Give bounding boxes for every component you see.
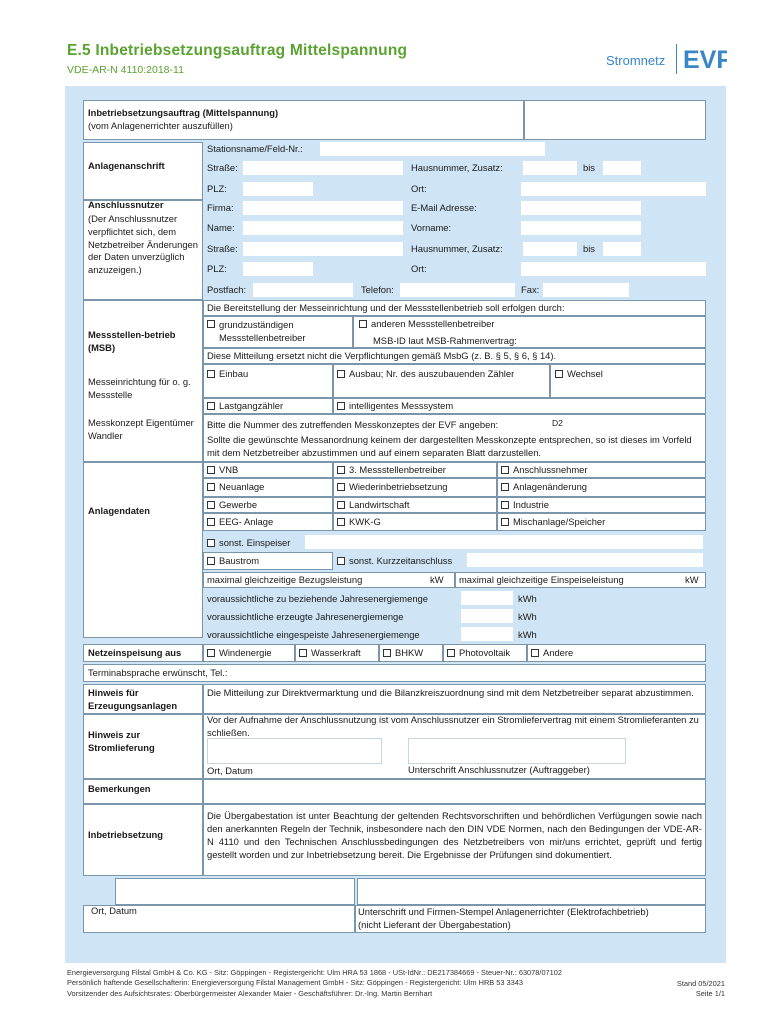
messkonzept-label: Messkonzept Eigentümer Wandler bbox=[88, 417, 194, 441]
messkonzept-field[interactable] bbox=[547, 417, 695, 431]
baustrom-label: Baustrom bbox=[219, 555, 260, 566]
bhkw-option[interactable] bbox=[383, 648, 423, 659]
email-field[interactable] bbox=[521, 201, 641, 215]
vnb-option[interactable] bbox=[207, 465, 238, 476]
hausnr-label: Hausnummer, Zusatz: bbox=[411, 162, 503, 173]
plz-label: PLZ: bbox=[207, 183, 227, 194]
checkbox-kurzzeit[interactable] bbox=[337, 557, 345, 565]
neu-label: Neuanlage bbox=[219, 481, 265, 492]
pv-label: Photovoltaik bbox=[459, 647, 511, 658]
nutzer-hausnr-field[interactable] bbox=[523, 242, 577, 256]
form-head-subtitle: (vom Anlagenerrichter auszufüllen) bbox=[88, 120, 233, 131]
lastgang-option[interactable] bbox=[207, 401, 283, 412]
postfach-field[interactable] bbox=[253, 283, 353, 297]
form-panel bbox=[65, 86, 726, 963]
bhkw-label: BHKW bbox=[395, 647, 424, 658]
vorname-label: Vorname: bbox=[411, 222, 452, 233]
footer-stand: Stand 05/2021 bbox=[676, 979, 725, 988]
brand-text: Stromnetz bbox=[606, 53, 666, 68]
brand-divider bbox=[676, 44, 677, 74]
ausbau-option[interactable] bbox=[337, 369, 514, 380]
neu-option[interactable] bbox=[207, 482, 264, 493]
msb-intro: Die Bereitstellung der Messeinrichtung und der Messstellenbetrieb soll erfolgen durch: bbox=[207, 302, 565, 313]
name-label: Name: bbox=[207, 222, 235, 233]
einspeise-unit: kW bbox=[685, 574, 699, 585]
jahr2-field[interactable] bbox=[461, 609, 513, 623]
checkbox-wind[interactable] bbox=[207, 649, 215, 657]
evf-logo bbox=[683, 46, 727, 74]
aenderung-option[interactable] bbox=[501, 482, 587, 493]
checkbox-mischanlage[interactable] bbox=[501, 518, 509, 526]
nutzer-strasse-field[interactable] bbox=[243, 242, 403, 256]
station-label: Stationsname/Feld-Nr.: bbox=[207, 143, 303, 154]
vorname-field[interactable] bbox=[521, 221, 641, 235]
checkbox-einbau[interactable] bbox=[207, 370, 215, 378]
checkbox-vnb[interactable] bbox=[207, 466, 215, 474]
ausbau-label: Ausbau; Nr. des auszubauenden Zähler bbox=[349, 368, 515, 379]
msbid-field[interactable] bbox=[525, 334, 690, 346]
hinweis2-text: Vor der Aufnahme der Anschlussnutzung ist vom Anschlussnutzer ein Stromliefervertrag mit einem Stromlieferanten zu schließen. bbox=[207, 714, 699, 738]
messeinrichtung-label: Messeinrichtung für o. g. Messstelle bbox=[88, 376, 191, 400]
anlagendaten-label-box bbox=[83, 462, 203, 638]
netz-label: Netzeinspeisung aus bbox=[88, 647, 182, 658]
bis-label: bis bbox=[583, 162, 595, 173]
nutzer-strasse-label: Straße: bbox=[207, 243, 238, 254]
checkbox-gewerbe[interactable] bbox=[207, 501, 215, 509]
fax-field[interactable] bbox=[543, 283, 629, 297]
checkbox-kwk[interactable] bbox=[337, 518, 345, 526]
jahr2-label: voraussichtliche erzeugte Jahresenergiemenge bbox=[207, 611, 404, 622]
misch-label: Mischanlage/Speicher bbox=[513, 516, 606, 527]
kurzzeit-option[interactable] bbox=[337, 556, 452, 567]
kurzzeit-label: sonst. Kurzzeitanschluss bbox=[349, 555, 453, 566]
footer-legal bbox=[67, 968, 562, 999]
msb-label: Messstellen-betrieb (MSB) bbox=[88, 329, 176, 353]
form-head-extra-box bbox=[524, 100, 706, 140]
wasser-option[interactable] bbox=[299, 648, 361, 659]
hinweis2-label: Hinweis zur Stromlieferung bbox=[88, 729, 155, 753]
jahr1-unit: kWh bbox=[518, 593, 537, 604]
evf-logo-text: EVF bbox=[683, 46, 727, 72]
inbetrieb-label: Inbetriebsetzung bbox=[88, 829, 164, 840]
msb-note: Diese Mitteilung ersetzt nicht die Verpflichtungen gemäß MsbG (z. B. § 5, § 6, § 14). bbox=[207, 350, 557, 361]
misch-option[interactable] bbox=[501, 517, 605, 528]
inbetrieb-ort-label: Ort, Datum bbox=[91, 905, 137, 916]
telefon-label: Telefon: bbox=[361, 284, 394, 295]
wechsel-label: Wechsel bbox=[567, 368, 603, 379]
checkbox-neuanlage[interactable] bbox=[207, 483, 215, 491]
bezug-label: maximal gleichzeitige Bezugsleistung bbox=[207, 574, 363, 585]
page-subtitle: VDE-AR-N 4110:2018-11 bbox=[67, 64, 184, 76]
landw-label: Landwirtschaft bbox=[349, 499, 410, 510]
checkbox-einspeiser[interactable] bbox=[207, 539, 215, 547]
baustrom-option[interactable] bbox=[207, 556, 259, 567]
checkbox-wechsel[interactable] bbox=[555, 370, 563, 378]
pv-option[interactable] bbox=[447, 648, 510, 659]
hinweis1-text: Die Mitteilung zur Direktvermarktung und die Bilanzkreiszuordnung sind mit dem Netzbetreiber separat abzustimmen. bbox=[207, 687, 694, 698]
nutzer-plz-field[interactable] bbox=[243, 262, 313, 276]
hausnr-field[interactable] bbox=[523, 161, 577, 175]
anschlussnehmer-label: Anschlussnehmer bbox=[513, 464, 588, 475]
hinweis2-sign-field[interactable] bbox=[408, 738, 626, 764]
checkbox-lastgang[interactable] bbox=[207, 402, 215, 410]
checkbox-wiederinbetriebsetzung[interactable] bbox=[337, 483, 345, 491]
wieder-label: Wiederinbetriebsetzung bbox=[349, 481, 448, 492]
eeg-option[interactable] bbox=[207, 517, 273, 528]
nutzer-ort-field[interactable] bbox=[521, 262, 706, 276]
aenderung-label: Anlagenänderung bbox=[513, 481, 588, 492]
anlagendaten-label: Anlagendaten bbox=[88, 505, 150, 516]
bemerkungen-field[interactable] bbox=[203, 779, 706, 804]
vnb-label: VNB bbox=[219, 464, 239, 475]
andere-label: Andere bbox=[543, 647, 574, 658]
intelligent-label: intelligentes Messsystem bbox=[349, 400, 454, 411]
checkbox-intelligent[interactable] bbox=[337, 402, 345, 410]
checkbox-anderer-msb[interactable] bbox=[359, 320, 367, 328]
anschlussnehmer-option[interactable] bbox=[501, 465, 588, 476]
anschlussnutzer-note: (Der Anschlussnutzer verpflichtet sich, dem Netzbetreiber Änderungen der Daten unverzüglich anzuzeigen.) bbox=[88, 213, 198, 276]
inbetrieb-sign-label: Unterschrift und Firmen-Stempel Anlagenerrichter (Elektrofachbetrieb) (nicht Lieferant der Übergabestation) bbox=[358, 906, 649, 930]
jahr1-label: voraussichtliche zu beziehende Jahresenergiemenge bbox=[207, 593, 428, 604]
postfach-label: Postfach: bbox=[207, 284, 247, 295]
wind-label: Windenergie bbox=[219, 647, 272, 658]
checkbox-andere[interactable] bbox=[531, 649, 539, 657]
kwk-label: KWK-G bbox=[349, 516, 381, 527]
fax-label: Fax: bbox=[521, 284, 540, 295]
msb-opt2[interactable] bbox=[359, 319, 495, 330]
intelligent-option[interactable] bbox=[337, 401, 453, 412]
email-label: E-Mail Adresse: bbox=[411, 202, 477, 213]
kurzzeit-field[interactable] bbox=[467, 553, 703, 567]
nutzer-plz-label: PLZ: bbox=[207, 263, 227, 274]
dritter-option[interactable] bbox=[337, 465, 446, 476]
hinweis2-ort-field[interactable] bbox=[207, 738, 382, 764]
industrie-label: Industrie bbox=[513, 499, 549, 510]
station-field[interactable] bbox=[320, 142, 545, 156]
jahr3-unit: kWh bbox=[518, 629, 537, 640]
dritter-label: 3. Messstellenbetreiber bbox=[349, 464, 446, 475]
lastgang-label: Lastgangzähler bbox=[219, 400, 284, 411]
form-head-title: Inbetriebsetzungsauftrag (Mittelspannung) bbox=[88, 107, 279, 118]
anschlussnutzer-label: Anschlussnutzer bbox=[88, 199, 164, 210]
einspeiser-field[interactable] bbox=[305, 535, 703, 549]
checkbox-landwirtschaft[interactable] bbox=[337, 501, 345, 509]
einspeise-label: maximal gleichzeitige Einspeiseleistung bbox=[459, 574, 624, 585]
checkbox-dritter-msb[interactable] bbox=[337, 466, 345, 474]
strasse-field[interactable] bbox=[243, 161, 403, 175]
einspeiser-label: sonst. Einspeiser bbox=[219, 537, 291, 548]
footer-line1: Energieversorgung Filstal GmbH & Co. KG - Sitz: Göppingen - Registergericht: Ulm HRA 53 1868 - USt-IdNr.: DE217384669 - Steuer-Nr.: 63078/07102 bbox=[67, 968, 562, 977]
jahr3-field[interactable] bbox=[461, 627, 513, 641]
checkbox-grundzustaendig[interactable] bbox=[207, 320, 215, 328]
footer-line2: Persönlich haftende Gesellschafterin: Energieversorgung Filstal Management GmbH - Sitz: Göppingen - Registergericht: Ulm HRB 53 3343 bbox=[67, 978, 523, 988]
checkbox-photovoltaik[interactable] bbox=[447, 649, 455, 657]
ort-label: Ort: bbox=[411, 183, 427, 194]
checkbox-bhkw[interactable] bbox=[383, 649, 391, 657]
einspeiser-option[interactable] bbox=[207, 538, 290, 549]
footer-line3: Vorsitzender des Aufsichtsrates: Oberbürgermeister Alexander Maier - Geschäftsführer: Dr.-Ing. Martin Bernhart bbox=[67, 988, 433, 998]
nutzer-hausnr-label: Hausnummer, Zusatz: bbox=[411, 243, 503, 254]
wieder-option[interactable] bbox=[337, 482, 448, 493]
jahr3-label: voraussichtliche eingespeiste Jahresenergiemenge bbox=[207, 629, 420, 640]
checkbox-eeg[interactable] bbox=[207, 518, 215, 526]
hinweis2-ort-label: Ort, Datum bbox=[207, 765, 253, 776]
wind-option[interactable] bbox=[207, 648, 272, 659]
jahr1-field[interactable] bbox=[461, 591, 513, 605]
msb-opt1[interactable] bbox=[207, 319, 219, 330]
strasse-label: Straße: bbox=[207, 162, 238, 173]
checkbox-wasser[interactable] bbox=[299, 649, 307, 657]
nutzer-bis-label: bis bbox=[583, 243, 595, 254]
ort-field[interactable] bbox=[521, 182, 706, 196]
nutzer-bis-field[interactable] bbox=[603, 242, 641, 256]
plz-field[interactable] bbox=[243, 182, 313, 196]
inbetrieb-ort-field[interactable] bbox=[115, 878, 355, 905]
wechsel-option[interactable] bbox=[555, 369, 603, 380]
msb-opt2-label: anderen Messstellenbetreiber bbox=[371, 318, 495, 329]
wasser-label: Wasserkraft bbox=[311, 647, 361, 658]
termin-label: Terminabsprache erwünscht, Tel.: bbox=[88, 667, 228, 678]
checkbox-ausbau[interactable] bbox=[337, 370, 345, 378]
firma-field[interactable] bbox=[243, 201, 403, 215]
andere-option[interactable] bbox=[531, 648, 573, 659]
page-title: E.5 Inbetriebsetzungsauftrag Mittelspannung bbox=[67, 42, 408, 59]
jahr2-unit: kWh bbox=[518, 611, 537, 622]
telefon-field[interactable] bbox=[400, 283, 515, 297]
footer-meta bbox=[665, 979, 725, 1000]
gewerbe-label: Gewerbe bbox=[219, 499, 258, 510]
checkbox-baustrom[interactable] bbox=[207, 557, 215, 565]
bezug-unit: kW bbox=[430, 574, 444, 585]
eeg-label: EEG- Anlage bbox=[219, 516, 274, 527]
firma-label: Firma: bbox=[207, 202, 234, 213]
hinweis2-sign-label: Unterschrift Anschlussnutzer (Auftraggeber) bbox=[408, 764, 590, 775]
inbetrieb-sign-field[interactable] bbox=[357, 878, 706, 905]
nutzer-ort-label: Ort: bbox=[411, 263, 427, 274]
anlagenanschrift-label: Anlagenanschrift bbox=[88, 160, 165, 171]
einbau-label: Einbau bbox=[219, 368, 249, 379]
inbetrieb-text: Die Übergabestation ist unter Beachtung der geltenden Rechtsvorschriften und behördlichen Verfügungen sowie nach den anerkannten Regeln der Technik, insbesondere nach den DIN VDE Normen, nach den Bedingungen der VDE-AR-N 4110 und den Technischen Anschlussbedingungen des Netzbetreibers von mir/uns errichtet, geprüft und fertig gestellt worden und zur Inbetriebsetzung bereit. Die Ergebnisse der Prüfungen sind dokumentiert. bbox=[207, 810, 702, 860]
gewerbe-option[interactable] bbox=[207, 500, 257, 511]
name-field[interactable] bbox=[243, 221, 403, 235]
hinweis1-label: Hinweis für Erzeugungsanlagen bbox=[88, 687, 178, 711]
checkbox-industrie[interactable] bbox=[501, 501, 509, 509]
bis-field[interactable] bbox=[603, 161, 641, 175]
checkbox-anschlussnehmer[interactable] bbox=[501, 466, 509, 474]
messkonzept-hint: Sollte die gewünschte Messanordnung keinem der dargestellten Messkonzepte entsprechen, so ist dieses im Vorfeld mit dem Netzbetreiber abzustimmen und auf einem separaten Blatt darzustellen. bbox=[207, 434, 692, 458]
kwk-option[interactable] bbox=[337, 517, 381, 528]
checkbox-anlagenaenderung[interactable] bbox=[501, 483, 509, 491]
footer-seite: Seite 1/1 bbox=[695, 989, 725, 999]
messkonzept-question: Bitte die Nummer des zutreffenden Messkonzeptes der EVF angeben: bbox=[207, 419, 499, 430]
termin-field[interactable] bbox=[255, 666, 453, 680]
industrie-option[interactable] bbox=[501, 500, 549, 511]
landw-option[interactable] bbox=[337, 500, 409, 511]
msb-opt1-label: grundzuständigen Messstellenbetreiber bbox=[219, 319, 306, 343]
messkonzept-value: D2 bbox=[552, 418, 563, 428]
einbau-option[interactable] bbox=[207, 369, 248, 380]
msbid-label: MSB-ID laut MSB-Rahmenvertrag: bbox=[373, 335, 517, 346]
bemerkungen-label: Bemerkungen bbox=[88, 783, 151, 794]
